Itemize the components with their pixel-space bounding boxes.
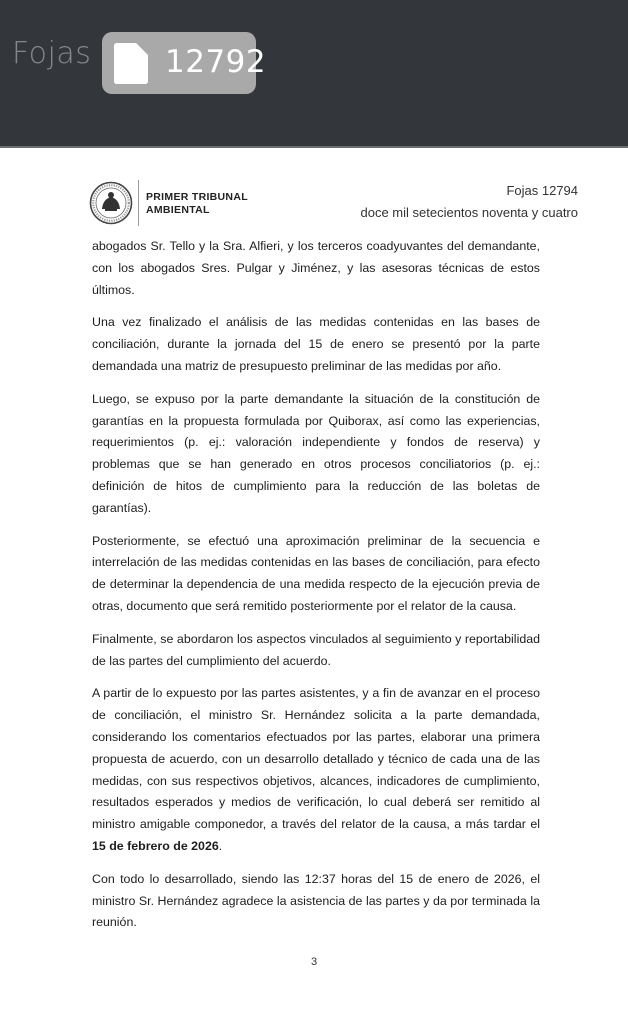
- paragraph-6-end: .: [218, 838, 223, 853]
- foja-header-number: Fojas 12794: [506, 183, 578, 198]
- page-number: 3: [311, 956, 318, 968]
- foja-header-words: doce mil setecientos noventa y cuatro: [360, 205, 578, 220]
- paragraph-7: Con todo lo desarrollado, siendo las 12:37 horas del 15 de enero de 2026, el ministro Sr. Hernández agradece la asistencia de las partes y da por terminada la reunión.: [92, 871, 540, 930]
- deadline-date: 15 de febrero de 2026: [92, 838, 219, 853]
- court-seal-icon: [89, 181, 133, 225]
- viewer-top-bar: [0, 0, 628, 148]
- paragraph-5: Finalmente, se abordaron los aspectos vinculados al seguimiento y reportabilidad de las partes del cumplimiento del acuerdo.: [92, 631, 540, 668]
- paragraph-3: Luego, se expuso por la parte demandante la situación de la constitución de garantías en la propuesta formulada por Quiborax, así como las experiencias, requerimientos (p. ej.: valoración independiente y fondos de reserva) y problemas que se han generado en otros procesos conciliatorios (p. ej.: definición de hitos de cumplimiento para la reducción de las boletas de garantías).: [92, 391, 540, 515]
- institution-line-1: PRIMER TRIBUNAL: [146, 191, 248, 203]
- foja-number-badge[interactable]: [102, 32, 267, 94]
- institution-line-2: AMBIENTAL: [146, 204, 210, 216]
- paragraph-2: Una vez finalizado el análisis de las medidas contenidas en las bases de conciliación, durante la jornada del 15 de enero se presentó por la parte demandada una matriz de presupuesto preliminar de las medidas por año.: [92, 315, 540, 373]
- paragraph-6: [92, 683, 540, 857]
- paragraph-4: Posteriormente, se efectuó una aproximación preliminar de la secuencia e interrelación de las medidas contenidas en las bases de conciliación, para efecto de determinar la dependencia de una medida respecto de la ejecución previa de otras, documento que será remitido posteriormente por el relator de la causa.: [92, 533, 540, 613]
- document-body: [92, 236, 540, 945]
- institution-name: [146, 191, 248, 217]
- paragraph-1: abogados Sr. Tello y la Sra. Alfieri, y los terceros coadyuvantes del demandante, con los abogados Sres. Pulgar y Jiménez, y las asesoras técnicas de estos últimos.: [92, 239, 540, 297]
- document-icon: [114, 43, 148, 84]
- header-divider: [138, 180, 139, 226]
- paragraph-6-text: A partir de lo expuesto por las partes asistentes, y a fin de avanzar en el proceso de conciliación, el ministro Sr. Hernández solicita a la parte demandada, considerando los comentarios efectuados por las partes, elaborar una primera propuesta de acuerdo, con un desarrollo detallado y técnico de cada una de las medidas, con sus respectivos objetivos, alcances, indicadores de cumplimiento, resultados esperados y medios de verificación, lo cual deberá ser remitido al ministro amigable componedor, a través del relator de la causa, a más tardar el: [92, 686, 540, 832]
- foja-number: 12792: [165, 44, 267, 80]
- foja-header: [360, 180, 578, 224]
- fojas-label: Fojas: [12, 36, 92, 71]
